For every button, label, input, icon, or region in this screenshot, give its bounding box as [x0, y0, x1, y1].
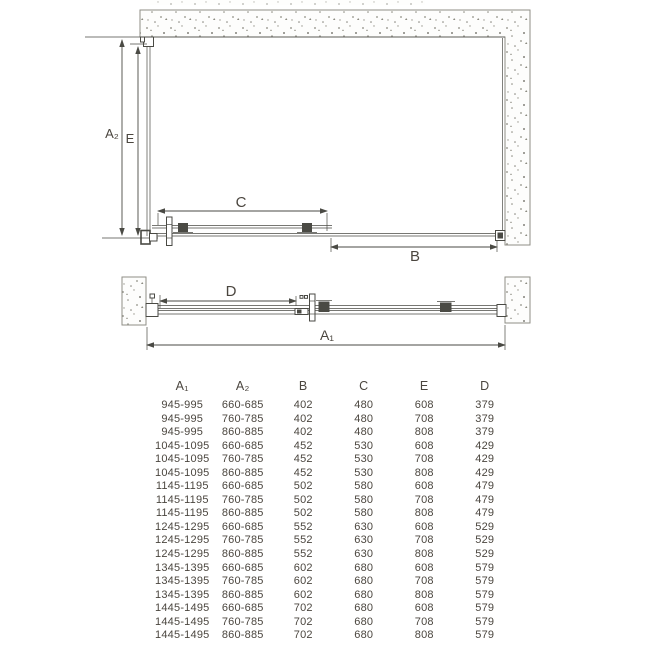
table-cell: 660-685 [221, 399, 264, 411]
table-cell: 379 [475, 412, 495, 425]
table-cell: 1445-1495 [155, 602, 210, 615]
table-cell: 680 [354, 629, 374, 642]
table-cell: 660-685 [221, 561, 264, 574]
table-cell: 660-685 [221, 520, 264, 533]
table-cell: 579 [475, 588, 495, 601]
table-cell: 608 [414, 520, 434, 533]
table-cell: 708 [414, 453, 434, 466]
column-header-d: D [480, 379, 490, 393]
wall-right [505, 277, 530, 323]
table-cell: 530 [354, 466, 374, 479]
table-cell: 1445-1495 [155, 615, 210, 628]
table-cell: 602 [293, 561, 313, 574]
table-cell: 529 [475, 534, 495, 547]
table-cell: 702 [293, 615, 313, 628]
column-header-c: C [359, 379, 369, 393]
table-cell: 579 [475, 615, 495, 628]
table-cell: 860-885 [221, 548, 264, 561]
table-cell: 680 [354, 615, 374, 628]
table-cell: 680 [354, 588, 374, 601]
dimension-c-label: C [235, 194, 247, 211]
table-cell: 1145-1195 [155, 480, 209, 493]
table-cell: 660-685 [221, 439, 264, 452]
column-header-a2: A₂ [235, 379, 250, 393]
dimension-b-label: B [409, 248, 421, 265]
table-cell: 608 [414, 480, 434, 493]
table-cell: 479 [475, 507, 495, 520]
wall-left [122, 277, 146, 325]
end-cap-left [146, 294, 158, 317]
table-cell: 702 [293, 629, 313, 642]
handle-assembly [295, 294, 332, 321]
table-cell: 402 [293, 399, 313, 411]
table-row [152, 440, 524, 454]
table-row [152, 589, 524, 603]
table-row [152, 413, 524, 427]
table-cell: 708 [414, 615, 434, 628]
table-cell: 660-685 [221, 602, 264, 615]
table-cell: 708 [414, 534, 434, 547]
table-cell: 552 [293, 548, 313, 561]
door-handle [167, 217, 173, 246]
dimension-d [160, 283, 296, 308]
table-cell: 945-995 [161, 426, 204, 439]
table-cell: 429 [475, 466, 495, 479]
table-row [152, 453, 524, 467]
table-cell: 579 [475, 602, 495, 615]
table-cell: 808 [414, 426, 434, 439]
table-cell: 1345-1395 [155, 561, 210, 574]
table-row [152, 562, 524, 576]
table-cell: 429 [475, 453, 495, 466]
table-row [152, 548, 524, 562]
table-cell: 379 [475, 426, 495, 439]
table-row [152, 534, 524, 548]
table-cell: 552 [293, 534, 313, 547]
table-row [152, 507, 524, 521]
table-cell: 708 [414, 575, 434, 588]
column-header-e: E [419, 379, 429, 393]
table-cell: 808 [414, 588, 434, 601]
table-cell: 808 [414, 629, 434, 642]
table-cell: 452 [293, 453, 313, 466]
table-cell: 760-785 [221, 493, 264, 506]
dimension-a1-label: A₁ [319, 327, 335, 343]
table-cell: 452 [293, 439, 313, 452]
table-row [152, 602, 524, 616]
table-cell: 479 [475, 480, 495, 493]
wall-bracket-right [496, 231, 506, 241]
table-cell: 402 [293, 426, 313, 439]
table-cell: 760-785 [221, 453, 264, 466]
dimension-e [126, 44, 147, 235]
table-cell: 630 [354, 548, 374, 561]
table-cell: 530 [354, 453, 374, 466]
table-cell: 630 [354, 520, 374, 533]
table-cell: 860-885 [221, 629, 264, 642]
table-cell: 660-685 [221, 480, 264, 493]
dimension-e-label: E [125, 131, 135, 146]
table-row [152, 494, 524, 508]
table-cell: 860-885 [221, 507, 264, 520]
table-cell: 479 [475, 493, 495, 506]
table-cell: 429 [475, 439, 495, 452]
table-row [152, 467, 524, 481]
table-cell: 552 [293, 520, 313, 533]
table-cell: 529 [475, 520, 495, 533]
table-cell: 608 [414, 561, 434, 574]
table-cell: 502 [293, 493, 313, 506]
corner-bracket-left [141, 231, 157, 245]
table-cell: 579 [475, 629, 495, 642]
table-cell: 452 [293, 466, 313, 479]
table-cell: 945-995 [161, 412, 204, 425]
table-cell: 680 [354, 575, 374, 588]
wall-profile-top-notch [141, 37, 145, 42]
dimension-table [140, 377, 524, 643]
table-cell: 808 [414, 507, 434, 520]
table-cell: 402 [293, 412, 313, 425]
table-cell: 1045-1095 [155, 466, 210, 479]
table-cell: 529 [475, 548, 495, 561]
table-cell: 1345-1395 [155, 588, 210, 601]
table-cell: 760-785 [221, 412, 264, 425]
table-cell: 945-995 [161, 399, 204, 411]
table-row [152, 629, 524, 643]
table-cell: 379 [475, 399, 495, 411]
table-cell: 602 [293, 588, 313, 601]
table-cell: 760-785 [221, 615, 264, 628]
table-cell: 480 [354, 426, 374, 439]
table-cell: 1145-1195 [155, 493, 209, 506]
table-cell: 1045-1095 [155, 453, 210, 466]
table-row [152, 399, 524, 413]
table-cell: 680 [354, 561, 374, 574]
column-header-a1: A₁ [175, 379, 189, 393]
table-cell: 860-885 [221, 426, 264, 439]
table-cell: 608 [414, 602, 434, 615]
wall-top-right [140, 10, 530, 245]
section-view [122, 277, 530, 350]
table-row [152, 575, 524, 589]
table-cell: 860-885 [221, 588, 264, 601]
table-cell: 608 [414, 439, 434, 452]
table-row [152, 480, 524, 494]
table-cell: 808 [414, 548, 434, 561]
table-cell: 480 [354, 399, 374, 411]
table-cell: 808 [414, 466, 434, 479]
end-cap-right [497, 305, 506, 317]
table-header [152, 377, 524, 396]
table-cell: 1245-1295 [155, 548, 210, 561]
table-cell: 502 [293, 480, 313, 493]
table-cell: 702 [293, 602, 313, 615]
table-cell: 602 [293, 575, 313, 588]
table-cell: 760-785 [221, 575, 264, 588]
table-cell: 1445-1495 [155, 629, 210, 642]
table-row [152, 521, 524, 535]
dimension-a1 [147, 325, 505, 350]
table-cell: 680 [354, 602, 374, 615]
plan-view [85, 0, 530, 265]
table-cell: 630 [354, 534, 374, 547]
table-cell: 579 [475, 575, 495, 588]
dimension-d-label: D [225, 283, 237, 300]
dimension-b [331, 238, 497, 265]
table-cell: 530 [354, 439, 374, 452]
table-cell: 580 [354, 507, 374, 520]
table-cell: 502 [293, 507, 313, 520]
table-cell: 708 [414, 493, 434, 506]
table-cell: 1345-1395 [155, 575, 210, 588]
table-cell: 1145-1195 [155, 507, 209, 520]
table-cell: 708 [414, 412, 434, 425]
dimension-a2-label: A₂ [105, 126, 119, 141]
column-header-b: B [298, 379, 308, 393]
table-cell: 1245-1295 [155, 534, 210, 547]
table-cell: 1045-1095 [155, 439, 210, 452]
table-row [152, 426, 524, 440]
table-cell: 579 [475, 561, 495, 574]
table-cell: 480 [354, 412, 374, 425]
table-cell: 760-785 [221, 534, 264, 547]
table-cell: 580 [354, 480, 374, 493]
table-cell: 608 [414, 399, 434, 411]
wall-top-edge-texture [150, 0, 425, 5]
table-cell: 860-885 [221, 466, 264, 479]
dimension-table-body [152, 399, 524, 643]
table-row [152, 616, 524, 630]
table-cell: 580 [354, 493, 374, 506]
table-cell: 1245-1295 [155, 520, 210, 533]
door-track [141, 217, 505, 246]
